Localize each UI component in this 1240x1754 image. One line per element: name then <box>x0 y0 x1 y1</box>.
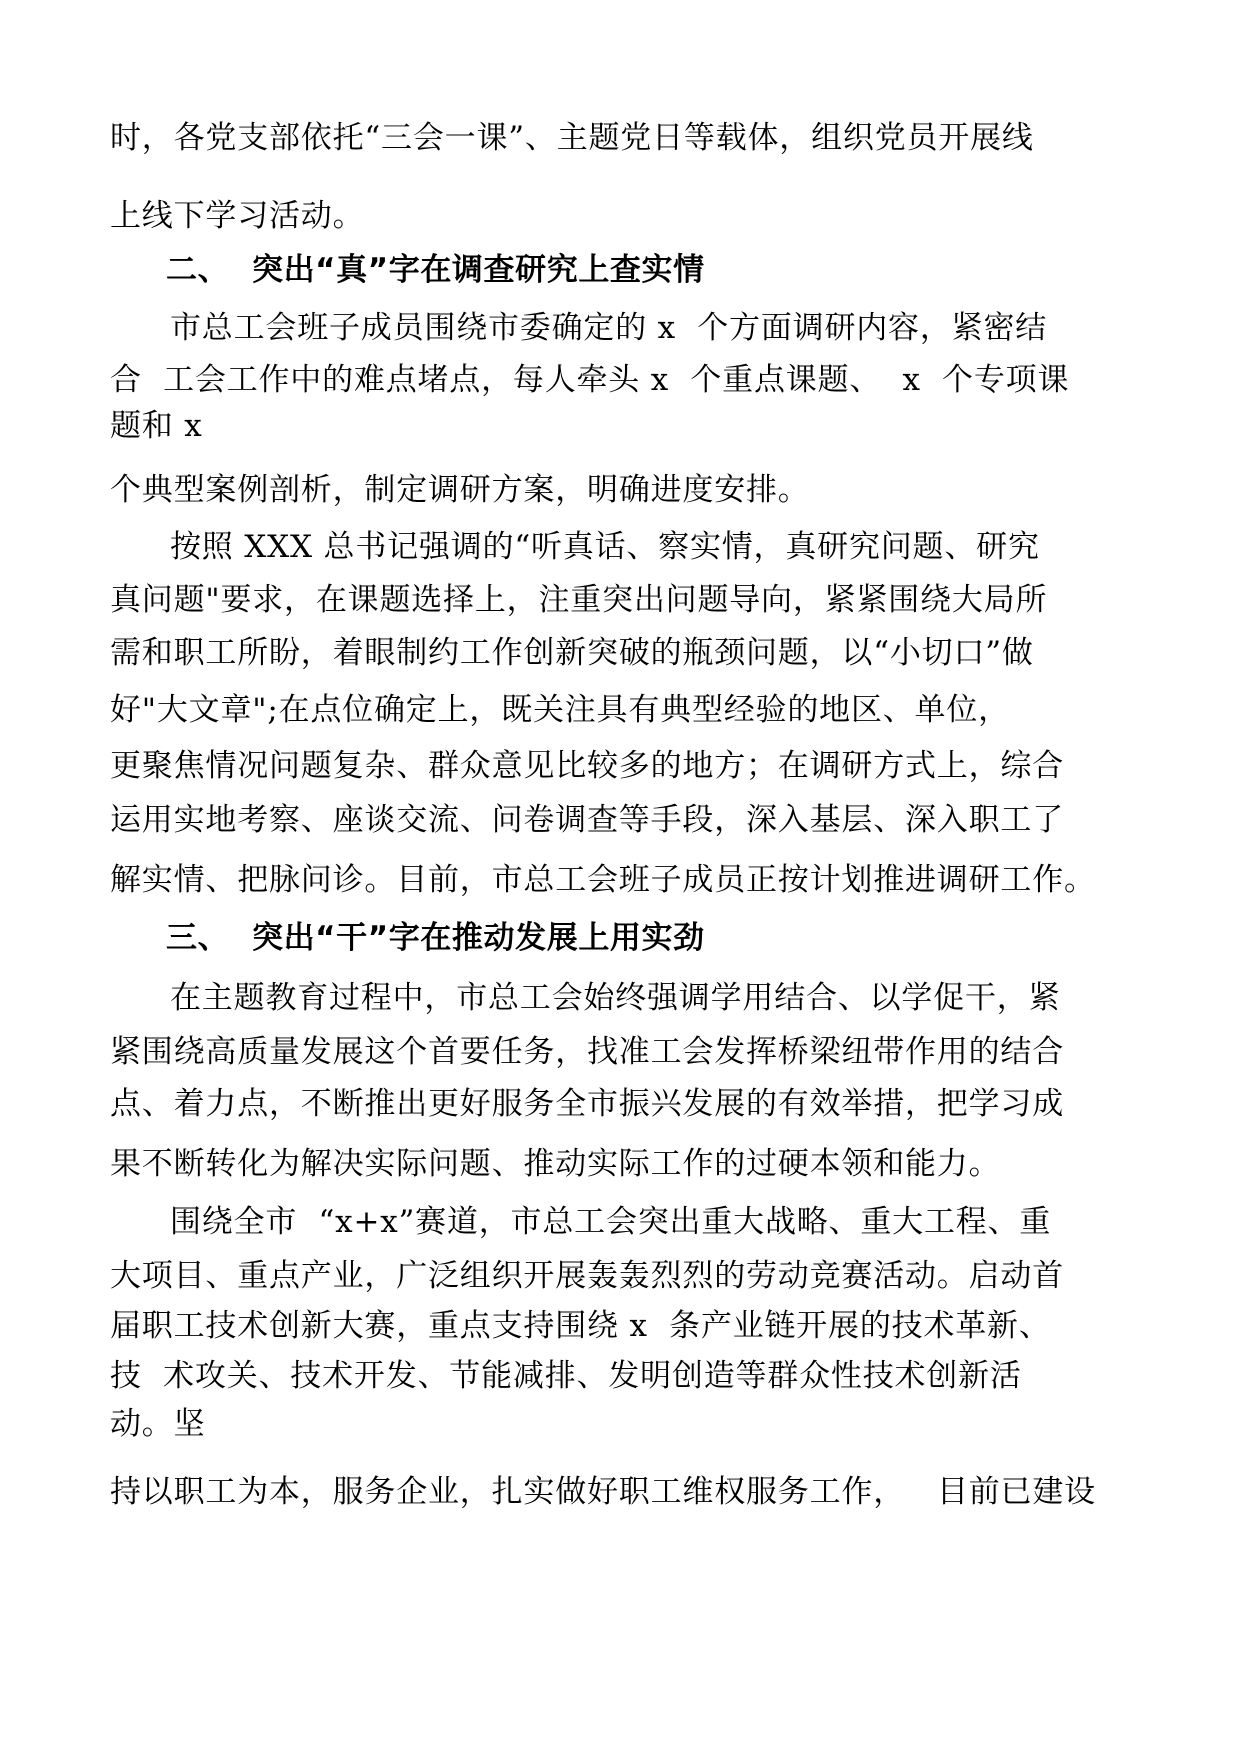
body-line: 大项目、重点产业，广泛组织开展轰轰烈烈的劳动竞赛活动。启动首 <box>110 1258 1064 1294</box>
body-line: 解实情、把脉问诊。目前，市总工会班子成员正按计划推进调研工作。 <box>110 862 1096 898</box>
body-line: 个典型案例剖析，制定调研方案，明确进度安排。 <box>110 472 810 508</box>
body-line: 果不断转化为解决实际问题、推动实际工作的过硬本领和能力。 <box>110 1146 1001 1182</box>
section-heading: 二、 突出“真”字在调查研究上查实情 <box>166 252 705 288</box>
body-line: 在主题教育过程中，市总工会始终强调学用结合、以学促干，紧 <box>170 980 1061 1016</box>
body-line: 好"大文章";在点位确定上，既关注具有典型经验的地区、单位， <box>110 692 1010 728</box>
body-line: 时，各党支部依托“三会一课”、主题党日等载体，组织党员开展线 <box>110 120 1034 156</box>
body-line: 点、着力点，不断推出更好服务全市振兴发展的有效举措，把学习成 <box>110 1086 1064 1122</box>
body-line: 上线下学习活动。 <box>110 198 365 234</box>
body-line: 持以职工为本，服务企业，扎实做好职工维权服务工作， 目前已建设 <box>110 1474 1096 1510</box>
body-line: 需和职工所盼，着眼制约工作创新突破的瓶颈问题，以“小切口”做 <box>110 635 1034 671</box>
body-line: 市总工会班子成员围绕市委确定的 x 个方面调研内容，紧密结 <box>170 310 1048 346</box>
body-line: 运用实地考察、座谈交流、问卷调查等手段，深入基层、深入职工了 <box>110 802 1064 838</box>
body-line: 动。坚 <box>110 1406 206 1442</box>
body-line: 更聚焦情况问题复杂、群众意见比较多的地方；在调研方式上，综合 <box>110 748 1064 784</box>
body-line: 合 工会工作中的难点堵点，每人牵头 x 个重点课题、 x 个专项课 <box>110 362 1070 398</box>
body-line: 真问题"要求，在课题选择上，注重突出问题导向，紧紧围绕大局所 <box>110 582 1048 618</box>
body-line: 届职工技术创新大赛，重点支持围绕 x 条产业链开展的技术革新、 <box>110 1308 1051 1344</box>
body-line: 紧围绕高质量发展这个首要任务，找准工会发挥桥梁纽带作用的结合 <box>110 1034 1064 1070</box>
section-heading: 三、 突出“干”字在推动发展上用实劲 <box>166 920 705 956</box>
body-line: 按照 XXX 总书记强调的“听真话、察实情，真研究问题、研究 <box>170 529 1040 565</box>
body-line: 题和 x <box>110 408 203 444</box>
body-line: 围绕全市 “x+x”赛道，市总工会突出重大战略、重大工程、重 <box>170 1204 1052 1240</box>
body-line: 技 术攻关、技术开发、节能减排、发明创造等群众性技术创新活 <box>110 1358 1022 1394</box>
